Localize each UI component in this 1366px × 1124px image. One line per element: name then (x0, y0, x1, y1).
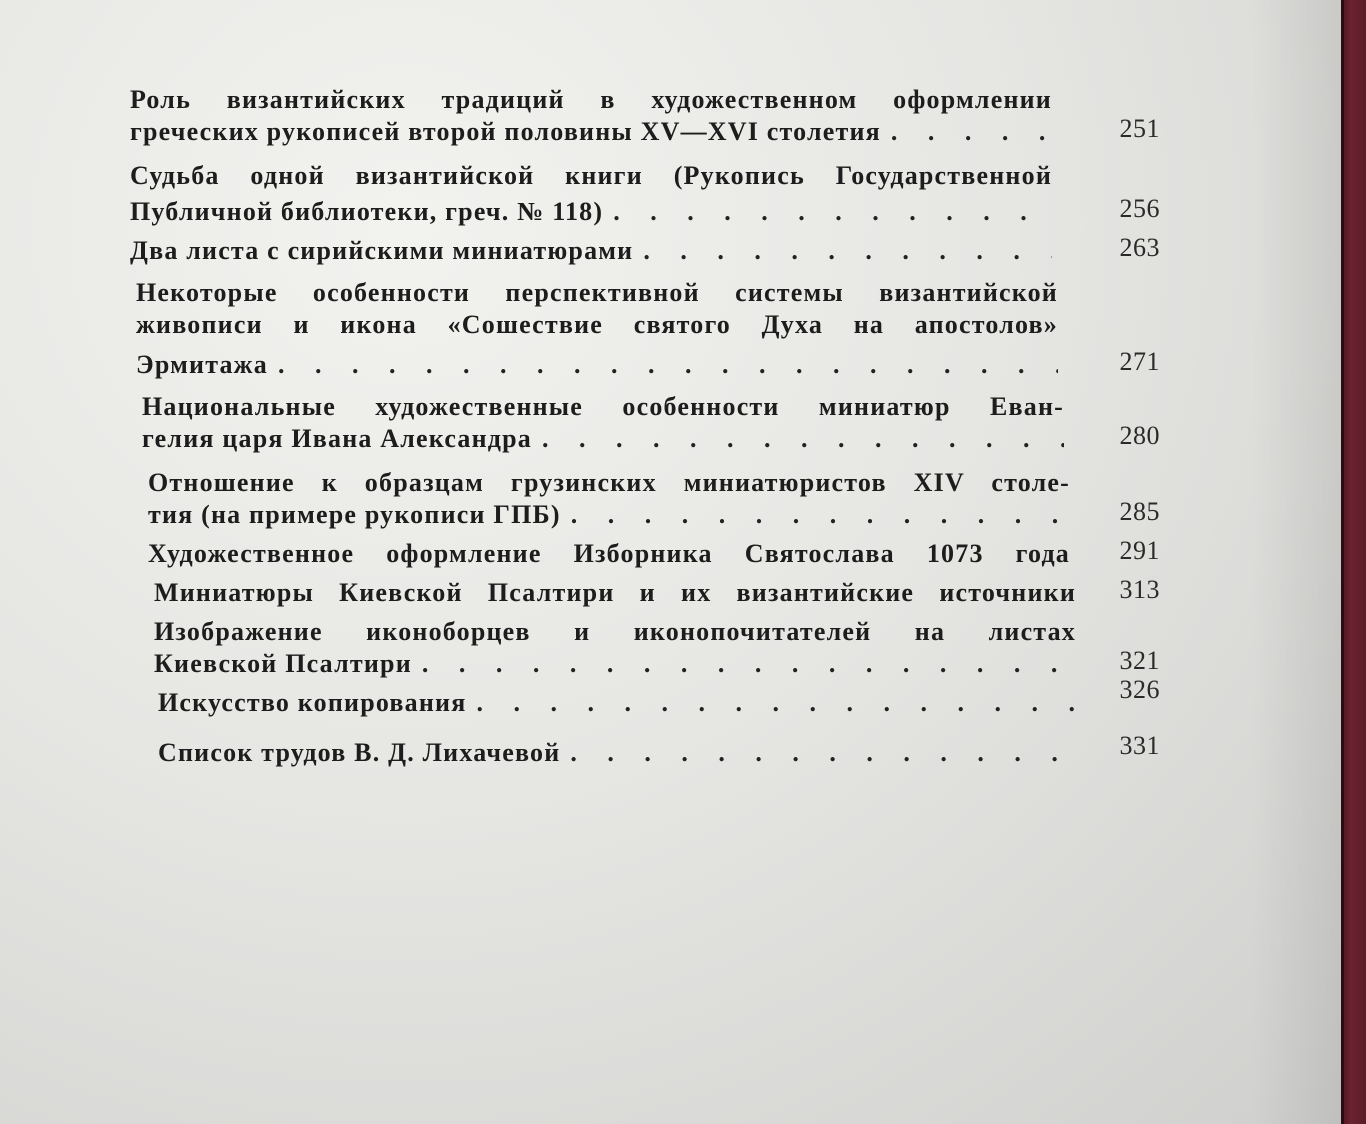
toc-entry-text: Миниатюры Киевской Псалтири и их византийские источники (154, 578, 1076, 607)
toc-entry-text: Публичной библиотеки, греч. № 118) (130, 197, 604, 226)
dot-leader (613, 196, 1052, 228)
toc-entry-text: живописи и икона «Сошествие святого Духа на апостолов» (136, 310, 1058, 339)
toc-page-number: 256 (1119, 194, 1160, 223)
dot-leader (571, 499, 1070, 531)
book-cover-edge (1341, 0, 1366, 1124)
toc-entry-text: Искусство копирования (158, 688, 467, 717)
toc-entry (130, 467, 1160, 531)
toc-entry-line (130, 116, 1052, 148)
dot-leader (422, 648, 1076, 680)
toc-page-number: 313 (1119, 575, 1160, 604)
toc-entry-line (130, 196, 1052, 228)
toc-entry-text: Список трудов В. Д. Лихачевой (158, 738, 561, 767)
toc-entry-text: Два листа с сирийскими миниатюрами (130, 236, 634, 265)
dot-leader (891, 116, 1052, 148)
toc-entry (130, 538, 1160, 570)
toc-entry-line (158, 687, 1080, 719)
toc-entry-text: Эрмитажа (136, 350, 268, 379)
toc-page-number: 251 (1119, 114, 1160, 143)
toc-entry-text: Некоторые особенности перспективной системы византийской (136, 278, 1058, 307)
dot-leader (542, 423, 1064, 455)
toc-entry-line (154, 577, 1076, 609)
toc-entry-text: тия (на примере рукописи ГПБ) (148, 500, 561, 529)
toc-page-number: 263 (1119, 233, 1160, 262)
toc-page-number: 285 (1119, 497, 1160, 526)
toc-entry-text: Судьба одной византийской книги (Рукопись Государственной (130, 161, 1052, 190)
toc-entry (130, 391, 1160, 455)
dot-leader (476, 687, 1080, 719)
toc-entry-text: Художественное оформление Изборника Святослава 1073 года (148, 539, 1070, 568)
toc-entry (130, 616, 1160, 680)
toc-page-number: 321 (1119, 646, 1160, 675)
toc-entry (130, 731, 1160, 769)
toc-page-number: 331 (1119, 731, 1160, 760)
toc-entry-line (130, 160, 1052, 192)
toc-page-number: 271 (1119, 347, 1160, 376)
toc-page-number: 326 (1119, 675, 1160, 704)
toc-entry-text: гелия царя Ивана Александра (142, 424, 532, 453)
toc-entry-line (142, 391, 1064, 423)
table-of-contents (130, 84, 1160, 776)
toc-entry-text: Отношение к образцам грузинских миниатюристов XIV столе- (148, 468, 1070, 497)
toc-entry-line (136, 309, 1058, 341)
dot-leader (643, 235, 1052, 267)
toc-page-number: 280 (1119, 421, 1160, 450)
dot-leader (570, 737, 1080, 769)
toc-entry-line (148, 538, 1070, 570)
toc-entry-line (130, 84, 1052, 116)
toc-entry-line (142, 423, 1064, 455)
toc-entry-line (148, 467, 1070, 499)
toc-entry-text: Изображение иконоборцев и иконопочитателей на листах (154, 617, 1076, 646)
toc-entry (130, 277, 1160, 381)
toc-entry-line (136, 277, 1058, 309)
toc-entry-text: Национальные художественные особенности миниатюр Еван- (142, 392, 1064, 421)
toc-entry-line (154, 616, 1076, 648)
toc-entry-line (130, 235, 1052, 267)
toc-entry-line (148, 499, 1070, 531)
toc-entry-text: греческих рукописей второй половины XV—XVI столетия (130, 117, 881, 146)
toc-entry-text: Киевской Псалтири (154, 649, 412, 678)
toc-entry-line (136, 349, 1058, 381)
toc-entry-line (154, 648, 1076, 680)
toc-entry-text: Роль византийских традиций в художественном оформлении (130, 85, 1052, 114)
dot-leader (278, 349, 1058, 381)
toc-page-number: 291 (1119, 536, 1160, 565)
toc-entry (130, 160, 1160, 228)
toc-entry-line (158, 737, 1080, 769)
toc-entry (130, 675, 1160, 719)
toc-entry (130, 577, 1160, 609)
toc-entry (130, 235, 1160, 267)
toc-entry (130, 84, 1160, 148)
